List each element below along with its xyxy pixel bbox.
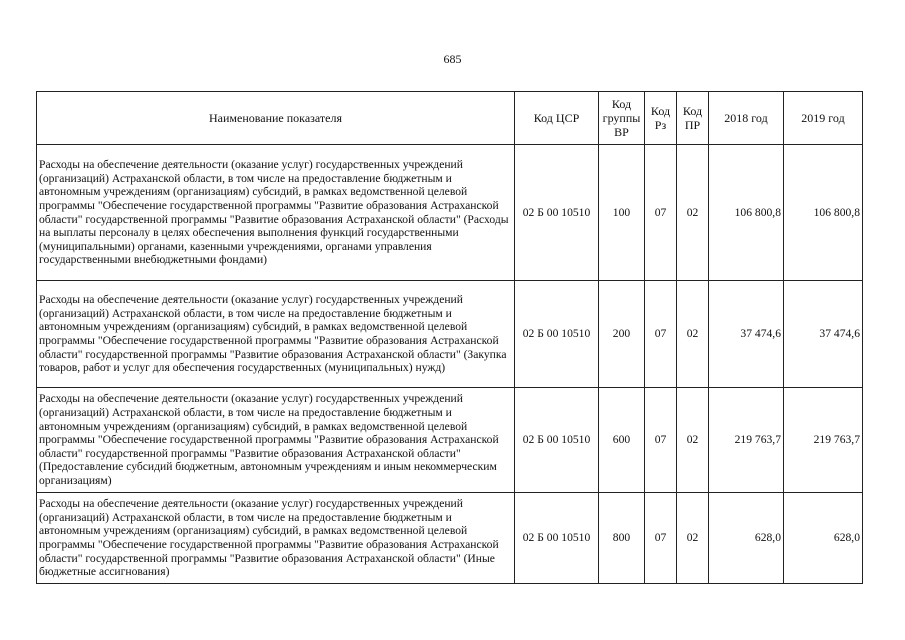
- table-row: [37, 388, 863, 493]
- row-name-cell: Расходы на обеспечение деятельности (оказание услуг) государственных учреждений (организаций) Астраханской области, в том числе на предоставление бюджетным и автономным учреждениям (организациям) субсидий, в рамках ведомственной целевой программы "Обеспечение государственной программы "Развитие образования Астраханской области" государственной программы "Развитие образования Астраханской области" (Иные бюджетные ассигнования): [37, 493, 515, 584]
- header-pr-code: Код ПР: [677, 92, 709, 145]
- row-pr-cell: 02: [677, 388, 709, 493]
- row-2019-cell: 37 474,6: [784, 281, 863, 388]
- row-2018-cell: 37 474,6: [709, 281, 784, 388]
- row-pr-cell: 02: [677, 493, 709, 584]
- row-rz-cell: 07: [645, 145, 677, 281]
- page-number: 685: [443, 52, 462, 66]
- header-vr-code: Код группы ВР: [599, 92, 645, 145]
- row-rz-cell: 07: [645, 493, 677, 584]
- row-2018-cell: 628,0: [709, 493, 784, 584]
- header-name: Наименование показателя: [37, 92, 515, 145]
- table-row: [37, 281, 863, 388]
- row-name-cell: Расходы на обеспечение деятельности (оказание услуг) государственных учреждений (организаций) Астраханской области, в том числе на предоставление бюджетным и автономным учреждениям (организациям) субсидий, в рамках ведомственной целевой программы "Обеспечение государственной программы "Развитие образования Астраханской области" государственной программы "Развитие образования Астраханской области" (Расходы на выплаты персоналу в целях обеспечения выполнения функций государственными (муниципальными) органами, казенными учреждениями, органами управления государственными внебюджетными фондами): [37, 145, 515, 281]
- table-row: [37, 493, 863, 584]
- row-vr-cell: 100: [599, 145, 645, 281]
- row-vr-cell: 200: [599, 281, 645, 388]
- row-2018-cell: 106 800,8: [709, 145, 784, 281]
- row-2019-cell: 106 800,8: [784, 145, 863, 281]
- table-row: [37, 145, 863, 281]
- header-year-2018: 2018 год: [709, 92, 784, 145]
- row-csr-cell: 02 Б 00 10510: [515, 493, 599, 584]
- row-pr-cell: 02: [677, 145, 709, 281]
- row-csr-cell: 02 Б 00 10510: [515, 281, 599, 388]
- row-2018-cell: 219 763,7: [709, 388, 784, 493]
- row-pr-cell: 02: [677, 281, 709, 388]
- row-2019-cell: 219 763,7: [784, 388, 863, 493]
- row-2019-cell: 628,0: [784, 493, 863, 584]
- row-vr-cell: 600: [599, 388, 645, 493]
- row-name-cell: Расходы на обеспечение деятельности (оказание услуг) государственных учреждений (организаций) Астраханской области, в том числе на предоставление бюджетным и автономным учреждениям (организациям) субсидий, в рамках ведомственной целевой программы "Обеспечение государственной программы "Развитие образования Астраханской области" государственной программы "Развитие образования Астраханской области" (Предоставление субсидий бюджетным, автономным учреждениям и иным некоммерческим организациям): [37, 388, 515, 493]
- header-csr-code: Код ЦСР: [515, 92, 599, 145]
- budget-table: [36, 91, 863, 584]
- header-year-2019: 2019 год: [784, 92, 863, 145]
- row-name-cell: Расходы на обеспечение деятельности (оказание услуг) государственных учреждений (организаций) Астраханской области, в том числе на предоставление бюджетным и автономным учреждениям (организациям) субсидий, в рамках ведомственной целевой программы "Обеспечение государственной программы "Развитие образования Астраханской области" государственной программы "Развитие образования Астраханской области" (Закупка товаров, работ и услуг для обеспечения государственных (муниципальных) нужд): [37, 281, 515, 388]
- row-csr-cell: 02 Б 00 10510: [515, 145, 599, 281]
- row-rz-cell: 07: [645, 388, 677, 493]
- header-rz-code: Код Рз: [645, 92, 677, 145]
- header-row: [37, 92, 863, 145]
- row-rz-cell: 07: [645, 281, 677, 388]
- row-vr-cell: 800: [599, 493, 645, 584]
- row-csr-cell: 02 Б 00 10510: [515, 388, 599, 493]
